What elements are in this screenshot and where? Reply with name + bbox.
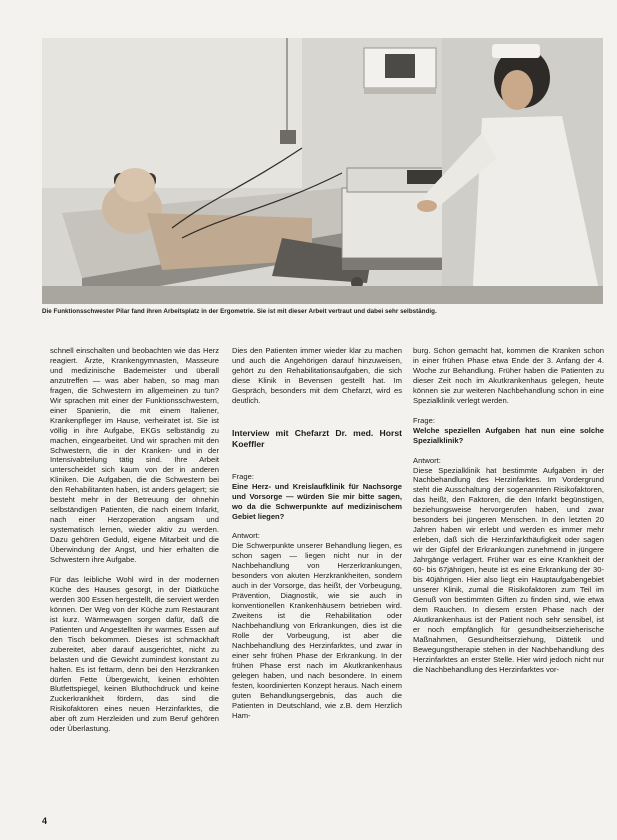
ergometry-photo <box>42 38 603 304</box>
column-1-paragraph-1: schnell einschalten und beobachten wie das Herz reagiert. Ärzte, Krankengymnasten, Masseure und medizinische Bademeister und überall anzutreffen — was aber haben, so mag man fragen, die Schwestern im allgemeinen zu tun? Wir sprachen mit einer der Funktionsschwestern, einer Spanierin, die mit einem Italiener, Krankenpfleger im Hause, verheiratet ist. Sie ist völlig in ihre Aufgabe, EKGs selbständig zu machen, eingearbeitet. Und wir sprachen mit den Schwestern, die in der Kranken- und in der Intensivabteilung tätig sind. Ihre Arbeit unterscheidet sich kaum von der in anderen Kliniken. Die Aufgaben, die die Schwestern bei den Rehabilitanten haben, ist anders gelagert; sie besteht mehr in der Betreuung der ohnehin selbständigen Patienten, die nach einem Infarkt, nach einer Herzoperation angsam und systematisch lernen, wieder aktiv zu werden. Dazu gehören Geduld, eigene Mitarbeit und die Überwindung der Angst, und hier erhalten die Schwestern ihre Aufgabe. <box>50 346 219 565</box>
question-1-label: Frage: <box>232 471 254 481</box>
question-1-text: Eine Herz- und Kreislaufklinik für Nachsorge und Vorsorge — würden Sie mir bitte sagen, wo da die Schwerpunkte auf medizinischem Gebiet liegen? <box>232 481 402 521</box>
page-number: 4 <box>42 816 48 826</box>
answer-2-text: Diese Spezialklinik hat bestimmte Aufgaben in der Nachbehandlung des Herzinfarktes. Im Vordergrund steht die Ausschaltung der sogenannten Risikofaktoren, das heißt, den Faktoren, die den Infarkt begünstigen, beziehungsweise hervorgerufen haben, und zwar besonders bei jüngeren Menschen. In den letzten 20 Jahren haben wir erlebt und werden es immer mehr erleben, daß sich die Herzinfarkthäufigkeit oder sagen wir der Gipfel der Erkrankungen zunehmend in jüngere Jahrgänge verlagert. Früher war es eine Krankheit der 60- bis 67jährigen, heute ist es eine Erkrankung der 30- bis 40jährigen. Hier also liegt ein Hauptaufgabengebiet unserer Klinik, zumal die Risikofaktoren zum Teil im Genuß von bestimmten Giften zu finden sind, wie etwa dem Rauchen. In diesem ersten Phase nach der Akutkrankenhaus ist der Patient noch sehr sensibel, ist er noch empfänglich für gesundheitserzieherische Maßnahmen, Gesundheitserziehung, Diätetik und Bewegungstherapie stehen in der Nachbehandlung des Herzinfarktes an erster Stelle. Hier wird jedoch nicht nur die Nachbehandlung des Herzinfarktes vor- <box>413 465 604 674</box>
column-3-paragraph-1: burg. Schon gemacht hat, kommen die Kranken schon in einer frühen Phase etwa Ende der 3. Anfang der 4. Woche zur Behandlung. Früher haben die Patienten zu dieser Zeit noch im Akutkrankenhaus gelegen, heute können sie zur weiteren Nachbehandlung schon in eine Spezialklinik verlegt werden. <box>413 346 604 405</box>
column-3 <box>413 346 604 675</box>
column-1-paragraph-2: Für das leibliche Wohl wird in der modernen Küche des Hauses gesorgt, in der Diätküche werden 300 Essen hergestellt, die serviert werden können. Der Weg von der Küche zum Restaurant ist kurz. Wärmewagen sorgen dafür, daß die Patienten und Angestellten ihr warmes Essen auf den Tisch bekommen. Dieses ist schmackhaft zubereitet, aber darauf ausgerichtet, nicht zu belasten und die Gewicht zumindest konstant zu halten. Es ist fettarm, denn bei den Herzkranken dürfen Fette Übergewicht, keinen erhöhten Blutfettspiegel, keinen Bluthochdruck und keine Zuckerkrankheit fördern, das sind die Risikofaktoren eines neuen Herzinfarktes, die aber oft zum Herzleiden und zum Beruf gehören oder Überlastung. <box>50 574 219 734</box>
question-2-text: Welche speziellen Aufgaben hat nun eine solche Spezialklinik? <box>413 425 604 445</box>
photo-illustration <box>42 38 603 304</box>
column-1 <box>50 346 219 734</box>
photo-caption: Die Funktionsschwester Pilar fand ihren Arbeitsplatz in der Ergometrie. Sie ist mit dieser Arbeit vertraut und dabei sehr selbständig. <box>42 308 437 315</box>
answer-1-text: Die Schwerpunkte unserer Behandlung liegen, es schon sagen — liegen nicht nur in der Nachbehandlung von Herzerkrankungen, besonders von akuten Herzkrankheiten, sondern auch in der Vorsorge, das heißt, der Vorbeugung, Prävention, Diagnostik, wie sie auch in konventionellen Krankenhäusern betrieben wird. Zweitens ist die Rehabilitation oder Nachbehandlung von Erkrankungen, dies ist die Rolle der Vorbeugung, ist aber die Nachbehandlung des Herzinfarktes, und zwar in einer sehr frühen Phase der Erkrankung. In der frühen Phase erst nach im Akutkrankenhaus gelegen haben, und nach besondere. In einem festen, koordinierten Konzept heraus. Nach einem guten Behandlungsergebnis, das auch die Patienten in Deutschland, wie z.B. dem Herzlich Ham- <box>232 541 402 720</box>
column-2-paragraph-1: Dies den Patienten immer wieder klar zu machen und auch die Angehörigen darauf hinzuweisen, gehört zu den Rehabilitationsaufgaben, die sich diese Klinik in Bevensen gestellt hat. Im Gespräch, besonders mit dem Chefarzt, wird es deutlich. <box>232 346 402 405</box>
answer-1-label: Antwort: <box>232 531 260 541</box>
interview-heading: Interview mit Chefarzt Dr. med. Horst Koeffler <box>232 427 402 449</box>
question-2-label: Frage: <box>413 415 435 425</box>
column-2 <box>232 346 402 721</box>
answer-2-label: Antwort: <box>413 455 441 465</box>
